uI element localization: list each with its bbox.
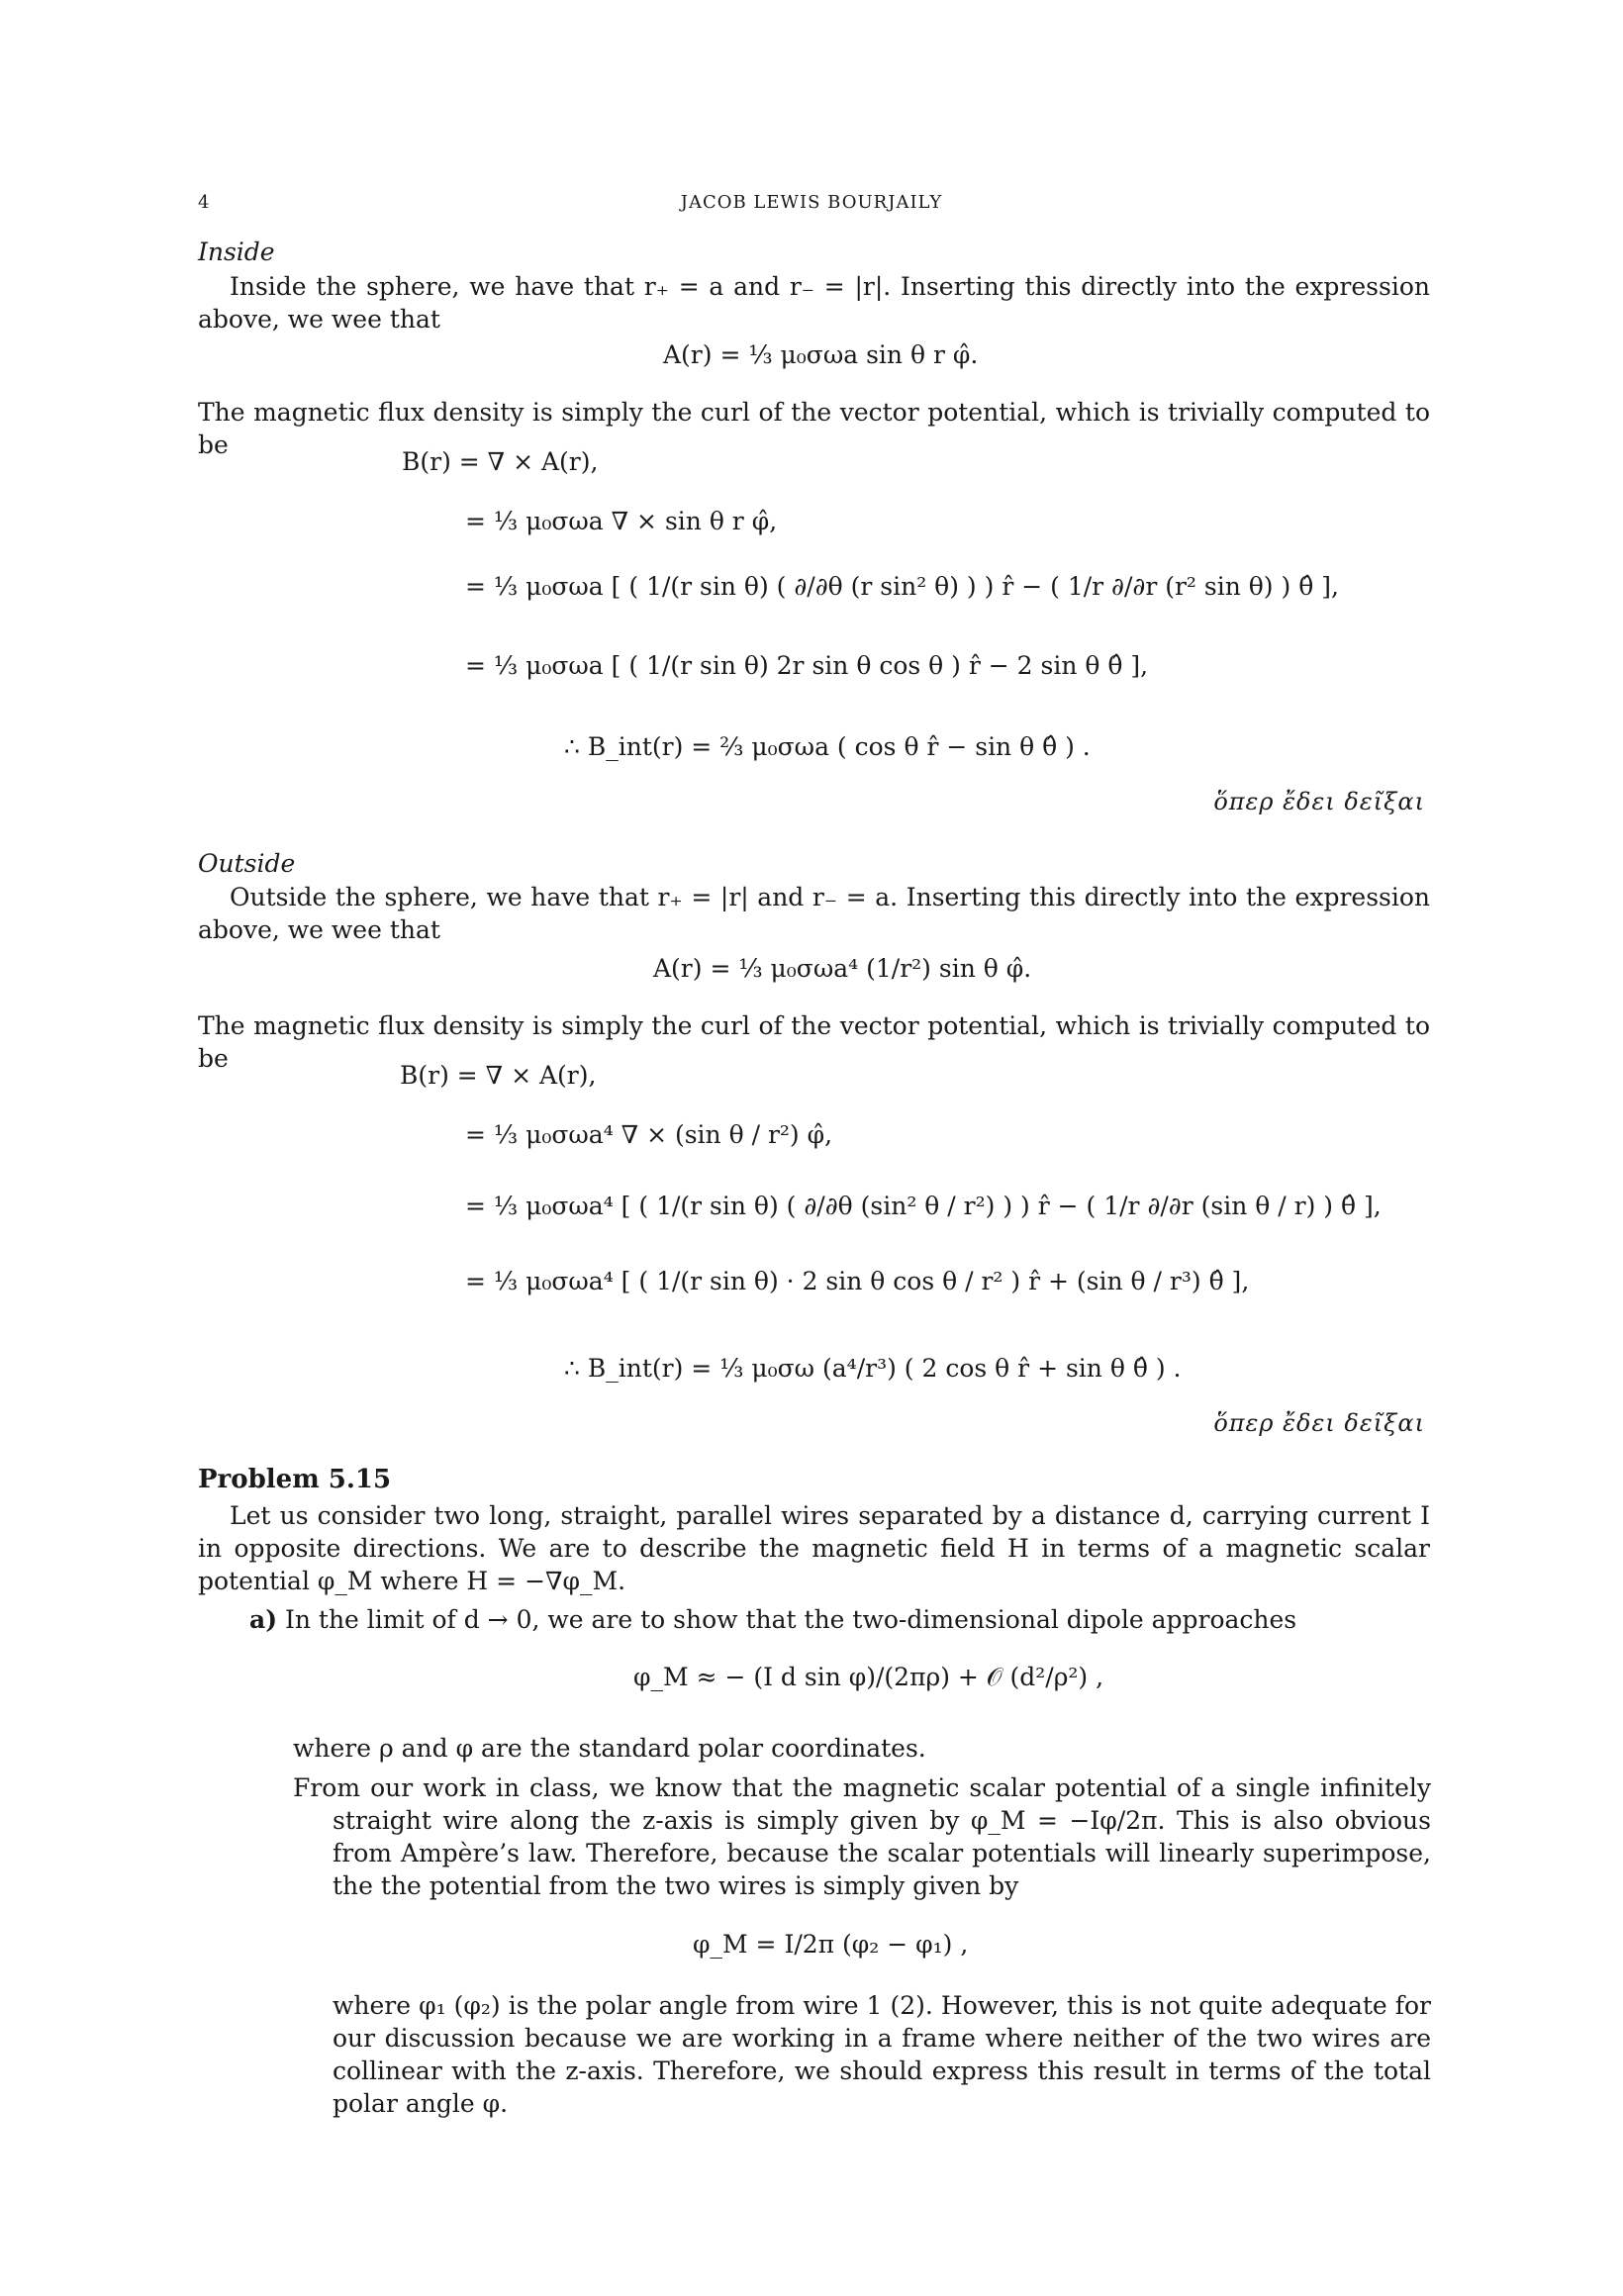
part-a-label: a): [249, 1605, 278, 1634]
inside-B-line-2: = ⅓ μ₀σωa ∇ × sin θ r φ̂,: [465, 507, 778, 535]
outside-B-result: ∴ B_int(r) = ⅓ μ₀σω (a⁴/r³) ( 2 cos θ r̂ + sin θ θ̂ ) .: [564, 1354, 1182, 1383]
problem-title: Problem 5.15: [198, 1465, 392, 1494]
polar-coords-text: where ρ and φ are the standard polar coordinates.: [293, 1734, 926, 1763]
part-a-text: In the limit of d → 0, we are to show that the two-dimensional dipole approaches: [284, 1605, 1297, 1634]
inside-B-line-1: B(r) = ∇ × A(r),: [402, 447, 599, 476]
work-paragraph: From our work in class, we know that the magnetic scalar potential of a single infinitely straight wire along the z-axis is simply given by φ_M = −Iφ/2π. This is also obvious from Ampère’s law. Therefore, because the scalar potentials will linearly superimpose, the the potential from the two wires is simply given by: [293, 1773, 1431, 1900]
outside-B-line-3: = ⅓ μ₀σωa⁴ [ ( 1/(r sin θ) ( ∂/∂θ (sin² θ / r²) ) ) r̂ − ( 1/r ∂/∂r (sin θ / r) ) θ̂ ],: [465, 1192, 1382, 1220]
running-head: [198, 192, 1425, 222]
outside-B-line-1: B(r) = ∇ × A(r),: [400, 1061, 597, 1090]
problem-statement: Let us consider two long, straight, parallel wires separated by a distance d, carrying current I in opposite directions. We are to describe the magnetic field H in terms of a magnetic scalar potential φ_M where H = −∇φ_M.: [198, 1501, 1430, 1595]
inside-flux-text: The magnetic flux density is simply the curl of the vector potential, which is trivially computed to be: [198, 398, 1430, 459]
part-a-intro: [249, 1603, 1427, 1636]
phi-approx-equation: φ_M ≈ − (I d sin φ)/(2πρ) + 𝒪 (d²/ρ²) ,: [633, 1663, 1104, 1691]
inside-B-line-4: = ⅓ μ₀σωa [ ( 1/(r sin θ) 2r sin θ cos θ ) r̂ − 2 sin θ θ̂ ],: [465, 651, 1149, 680]
outside-qed: ὅπερ ἔδει δεῖξαι: [1213, 1409, 1425, 1437]
inside-A-equation: A(r) = ⅓ μ₀σωa sin θ r φ̂.: [663, 340, 979, 369]
outside-intro: Outside the sphere, we have that r₊ = |r| and r₋ = a. Inserting this directly into the expression above, we wee that: [198, 883, 1430, 944]
inside-intro: Inside the sphere, we have that r₊ = a and r₋ = |r|. Inserting this directly into the expression above, we wee that: [198, 272, 1430, 334]
inside-B-result: ∴ B_int(r) = ⅔ μ₀σωa ( cos θ r̂ − sin θ θ̂ ) .: [564, 732, 1091, 761]
outside-B-line-4: = ⅓ μ₀σωa⁴ [ ( 1/(r sin θ) · 2 sin θ cos θ / r² ) r̂ + (sin θ / r³) θ̂ ],: [465, 1267, 1250, 1295]
inside-qed: ὅπερ ἔδει δεῖξαι: [1213, 788, 1425, 815]
running-head-author: JACOB LEWIS BOURJAILY: [680, 192, 943, 213]
inside-B-line-3: = ⅓ μ₀σωa [ ( 1/(r sin θ) ( ∂/∂θ (r sin² θ) ) ) r̂ − ( 1/r ∂/∂r (r² sin θ) ) θ̂ ],: [465, 572, 1339, 601]
outside-A-equation: A(r) = ⅓ μ₀σωa⁴ (1/r²) sin θ φ̂.: [653, 954, 1032, 983]
phi-exact-equation: φ_M = I/2π (φ₂ − φ₁) ,: [693, 1930, 969, 1959]
inside-heading: Inside: [198, 238, 275, 266]
outside-flux-text: The magnetic flux density is simply the curl of the vector potential, which is trivially computed to be: [198, 1011, 1430, 1073]
outside-B-line-2: = ⅓ μ₀σωa⁴ ∇ × (sin θ / r²) φ̂,: [465, 1120, 833, 1149]
outside-heading: Outside: [198, 849, 296, 878]
page-number: 4: [198, 192, 211, 213]
final-paragraph: where φ₁ (φ₂) is the polar angle from wire 1 (2). However, this is not quite adequate for our discussion because we are working in a frame where neither of the two wires are collinear with the z-axis. Therefore, we should express this result in terms of the total polar angle φ.: [333, 1991, 1431, 2118]
